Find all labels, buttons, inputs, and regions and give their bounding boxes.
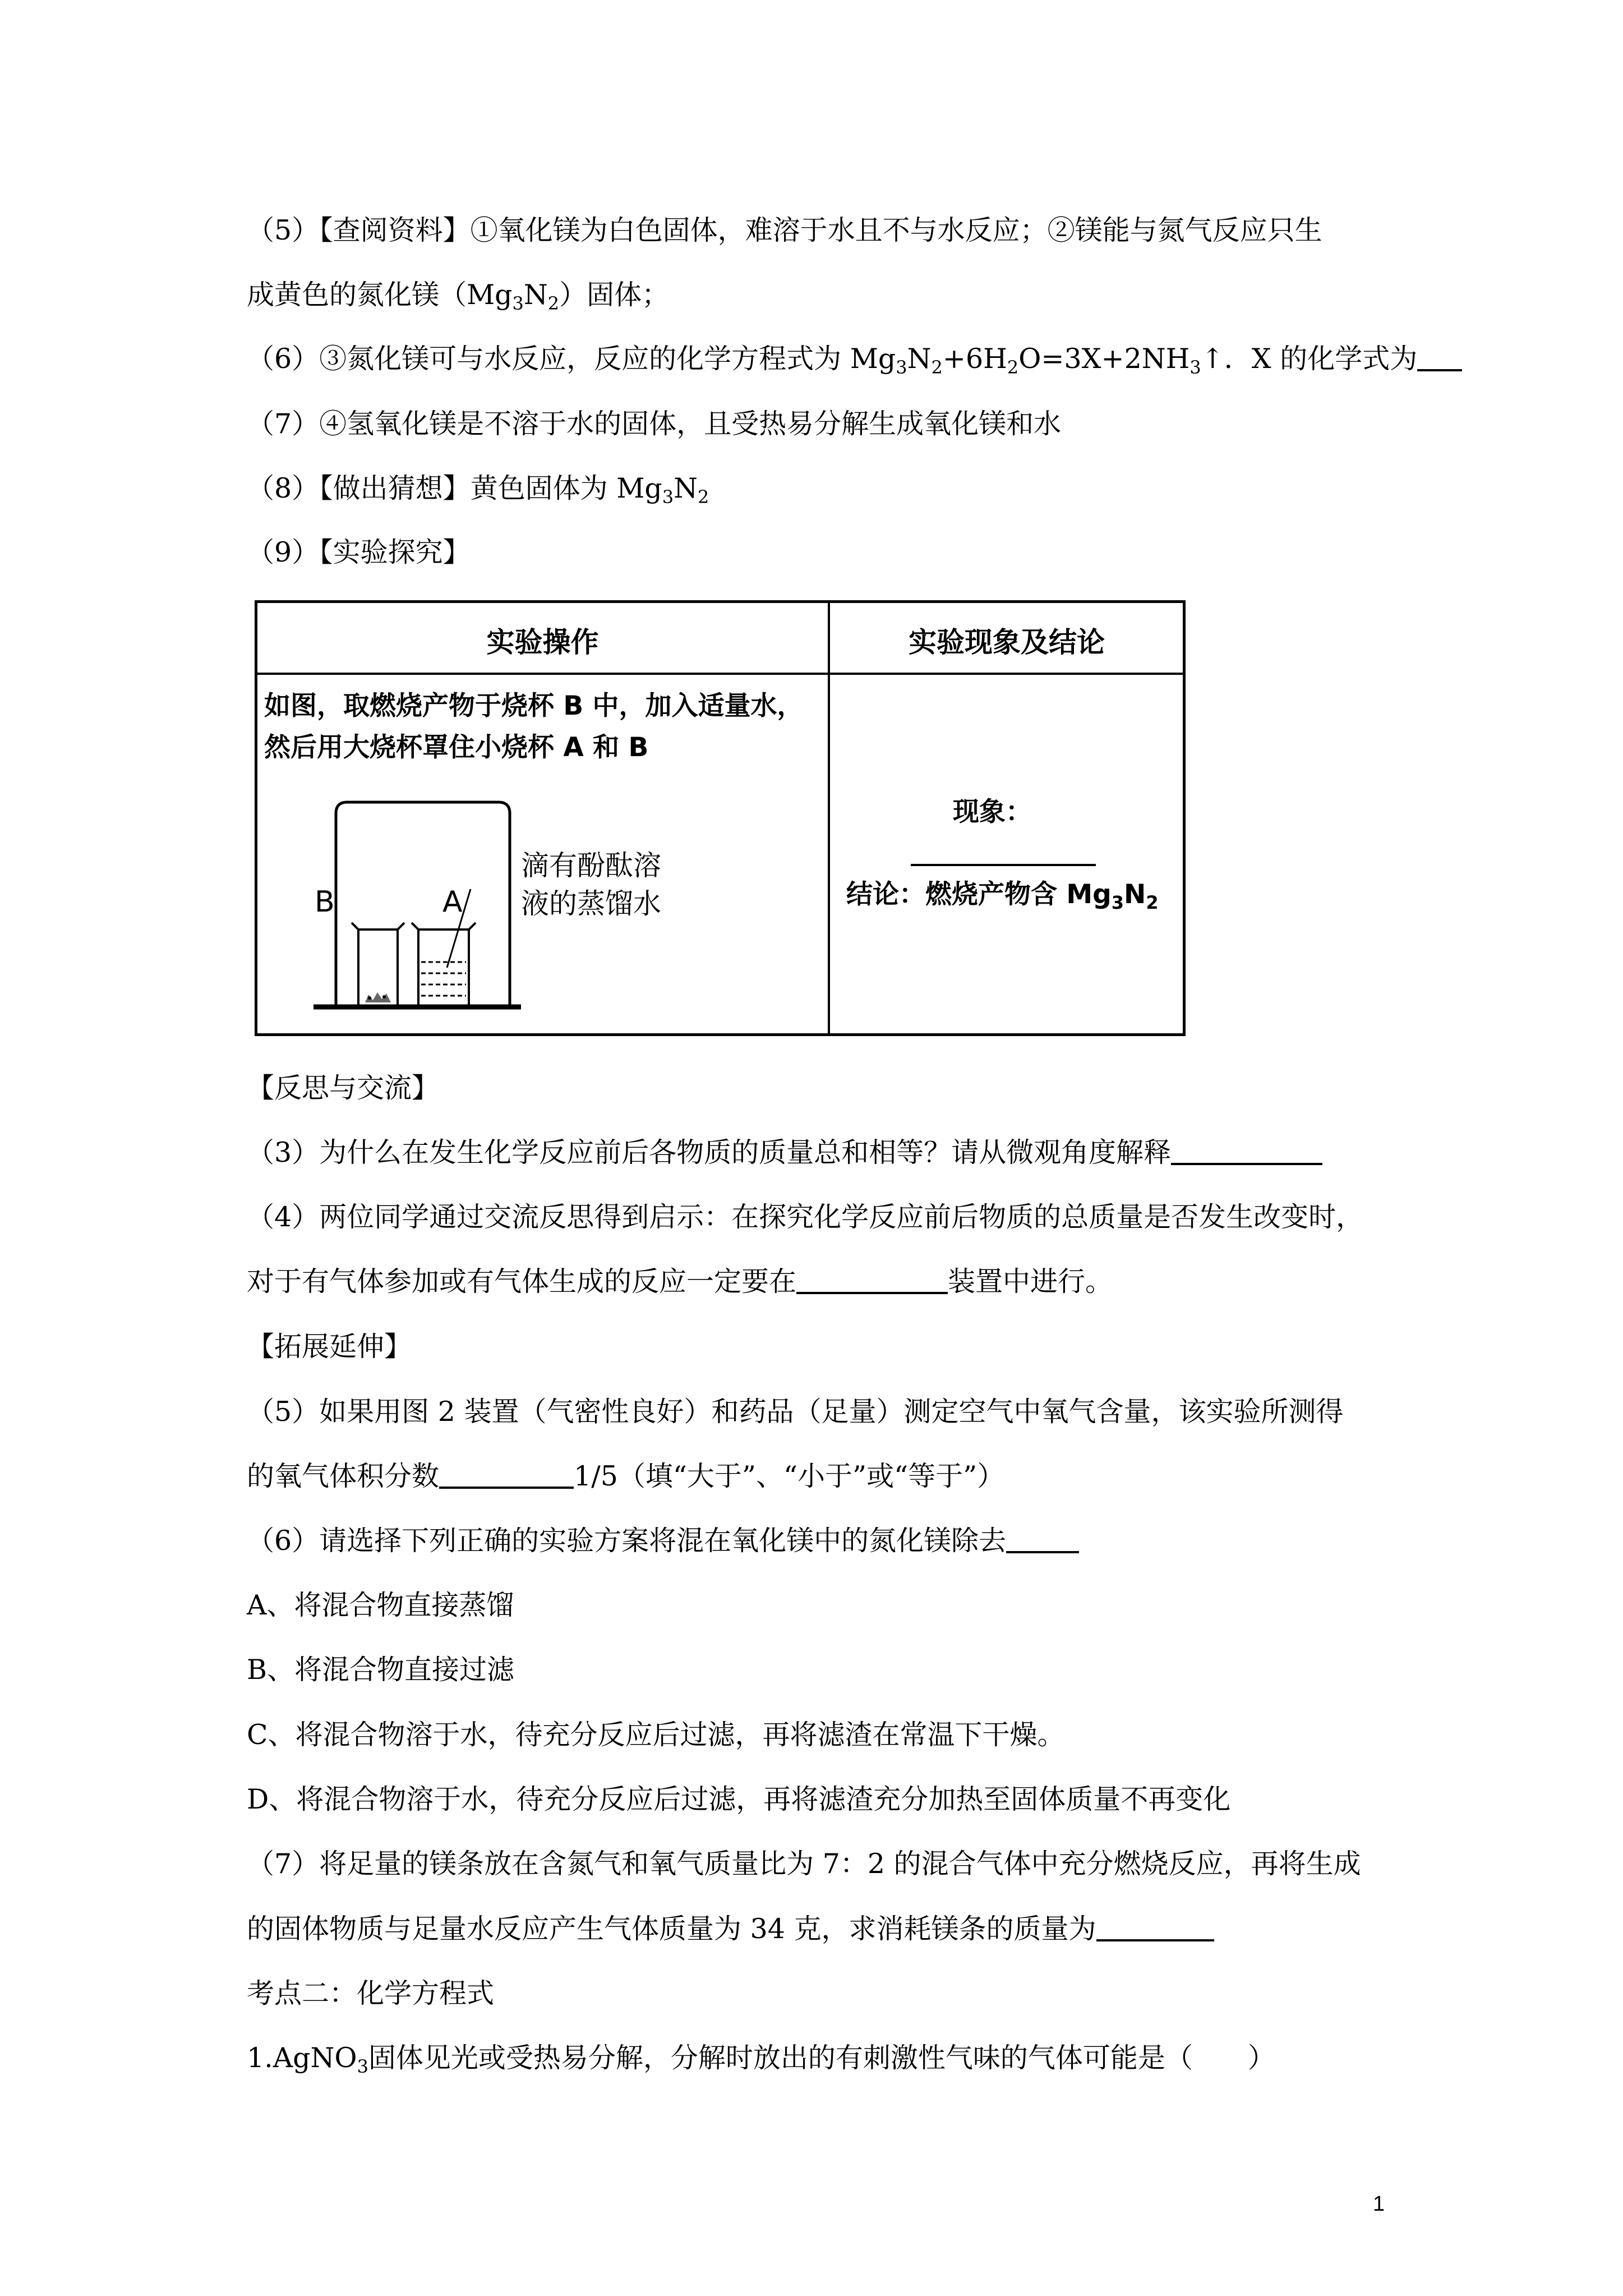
subscript: 3 <box>357 2056 368 2077</box>
section-extension: 【拓展延伸】 <box>247 1331 412 1363</box>
caption-line-2: 液的蒸馏水 <box>521 887 661 920</box>
section-reflection: 【反思与交流】 <box>247 1072 440 1104</box>
line-5 <box>247 472 709 514</box>
caption-line-1: 滴有酚酞溶 <box>521 849 661 882</box>
line-19: （7）将足量的镁条放在含氮气和氧气质量比为 7：2 的混合气体中充分燃烧反应，再将生成 <box>247 1848 1361 1880</box>
subscript: 3 <box>512 293 524 314</box>
line-20 <box>247 1912 1214 1946</box>
text: O=3X+2NH <box>1018 343 1190 375</box>
text: N <box>523 279 548 311</box>
subscript: 2 <box>1146 892 1159 913</box>
line-12: （5）如果用图 2 装置（气密性良好）和药品（足量）测定空气中氧气含量，该实验所测得 <box>247 1396 1344 1428</box>
question-1 <box>247 2041 1275 2083</box>
option-c[interactable]: C、将混合物溶于水，待充分反应后过滤，再将滤渣在常温下干燥。 <box>247 1719 1065 1751</box>
answer-blank[interactable] <box>796 1266 948 1294</box>
conclusion <box>846 874 1159 923</box>
column-divider <box>828 603 830 1033</box>
text: （6）③氮化镁可与水反应，反应的化学方程式为 Mg <box>247 343 896 375</box>
text: （8）【做出猜想】黄色固体为 Mg <box>247 472 662 504</box>
line-4: （7）④氢氧化镁是不溶于水的固体，且受热易分解生成氧化镁和水 <box>247 408 1062 440</box>
option-a[interactable]: A、将混合物直接蒸馏 <box>247 1589 514 1621</box>
subscript: 2 <box>698 486 709 508</box>
subscript: 2 <box>931 357 943 378</box>
line-9: （4）两位同学通过交流反思得到启示：在探究化学反应前后物质的总质量是否发生改变时， <box>247 1201 1364 1233</box>
phenomenon-label: 现象： <box>953 797 1032 827</box>
option-b[interactable]: B、将混合物直接过滤 <box>247 1654 515 1686</box>
subscript: 2 <box>1007 357 1019 378</box>
answer-blank[interactable] <box>1006 1525 1079 1553</box>
subscript: 3 <box>662 486 674 508</box>
text: 对于有气体参加或有气体生成的反应一定要在 <box>247 1266 797 1297</box>
text: 成黄色的氮化镁（Mg <box>247 279 513 311</box>
subscript: 3 <box>1111 892 1124 913</box>
line-6: （9）【实验探究】 <box>247 536 471 568</box>
text: +6H <box>942 343 1007 375</box>
text: （3）为什么在发生化学反应前后各物质的质量总和相等？请从微观角度解释 <box>247 1137 1172 1168</box>
phenomenon-blank[interactable] <box>911 864 1096 866</box>
line-3-equation <box>247 342 1462 384</box>
page-number: 1 <box>1373 2192 1385 2216</box>
header-result: 实验现象及结论 <box>909 626 1105 659</box>
operation-line-1: 如图，取燃烧产物于烧杯 B 中，加入适量水， <box>264 691 804 721</box>
text: （6）请选择下列正确的实验方案将混在氧化镁中的氮化镁除去 <box>247 1525 1007 1557</box>
text: N <box>674 472 698 504</box>
header-operation: 实验操作 <box>486 626 599 659</box>
text: ↑．X 的化学式为 <box>1201 343 1418 375</box>
line-10 <box>247 1265 1113 1299</box>
experiment-table <box>255 600 1186 1036</box>
line-14 <box>247 1524 1079 1558</box>
subscript: 3 <box>896 357 907 378</box>
text: 固体见光或受热易分解，分解时放出的有刺激性气味的气体可能是（ ） <box>368 2042 1275 2074</box>
answer-blank[interactable] <box>439 1461 574 1489</box>
text: 的固体物质与足量水反应产生气体质量为 34 克，求消耗镁条的质量为 <box>247 1913 1096 1945</box>
text: N <box>907 343 932 375</box>
text: 1.AgNO <box>247 2042 357 2074</box>
text: N <box>1124 879 1146 910</box>
line-13 <box>247 1460 1004 1493</box>
subscript: 2 <box>547 293 560 314</box>
line-8 <box>247 1136 1322 1170</box>
text: 结论：燃烧产物含 Mg <box>846 879 1112 910</box>
label-a: A <box>442 885 463 919</box>
answer-blank[interactable] <box>1417 343 1462 371</box>
text: 的氧气体积分数 <box>247 1460 440 1492</box>
line-2 <box>247 278 669 320</box>
subscript: 3 <box>1189 357 1201 378</box>
option-d[interactable]: D、将混合物溶于水，待充分反应后过滤，再将滤渣充分加热至固体质量不再变化 <box>247 1783 1231 1815</box>
section-title: 考点二：化学方程式 <box>247 1977 495 2009</box>
row-divider <box>257 673 1183 675</box>
text: 1/5（填“大于”、“小于”或“等于”） <box>574 1460 1005 1492</box>
answer-blank[interactable] <box>1171 1137 1322 1165</box>
text: ）固体； <box>559 279 670 311</box>
operation-line-2: 然后用大烧杯罩住小烧杯 A 和 B <box>264 732 649 763</box>
line-1: （5）【查阅资料】①氧化镁为白色固体，难溶于水且不与水反应；②镁能与氮气反应只生 <box>247 214 1322 246</box>
label-b: B <box>315 885 335 919</box>
text: 装置中进行。 <box>948 1266 1113 1297</box>
answer-blank[interactable] <box>1096 1913 1214 1941</box>
